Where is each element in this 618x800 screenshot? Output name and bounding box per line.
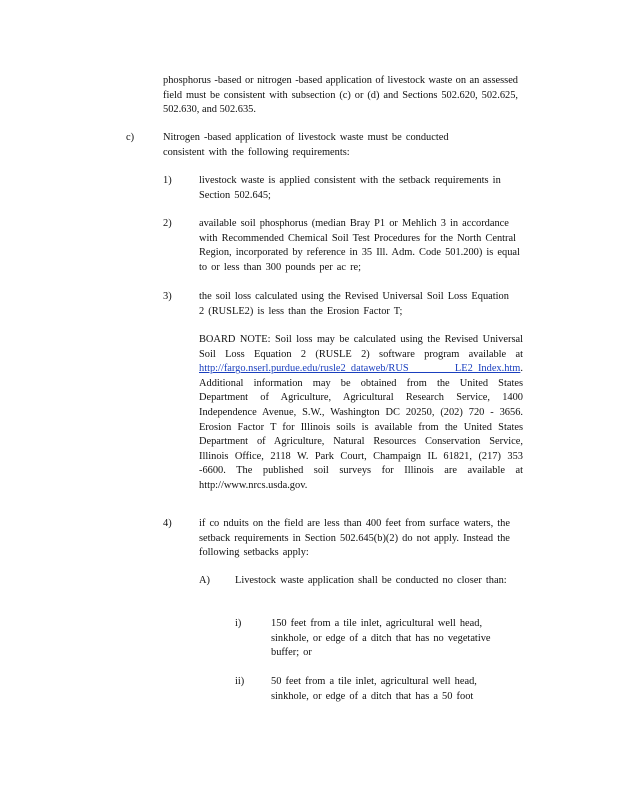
sub-i-label: i): [235, 618, 242, 629]
item-1-label: 1): [163, 175, 172, 186]
item-4-text: if co nduits on the field are less than 400 feet from surface waters, the setback requirements in Section 502.645(b)(2) do not apply. Instead the following setbacks apply:: [199, 518, 510, 559]
board-note: [199, 333, 523, 494]
item-3-label: 3): [163, 291, 172, 302]
section-c-text: Nitrogen -based application of livestock waste must be conducted consistent with the following requirements:: [163, 132, 449, 158]
item-4-label: 4): [163, 518, 172, 529]
board-note-text-after: . Additional information may be obtained from the United States Department of Agriculture, Agricultural Research Service, 1400 Independence Avenue, S.W., Washington DC 20250, (202) 720 - 3656. Erosion Factor T for Illinois soils is available from the United States Department of Agriculture, Natural Resources Conservation Service, Illinois Office, 2118 W. Park Court, Champaign IL 61821, (217) 353 -6600. The published soil surveys for Illinois are available at http://www.nrcs.usda.gov.: [199, 363, 523, 491]
intro-paragraph: phosphorus -based or nitrogen -based application of livestock waste on an assessed field must be consistent with subsection (c) or (d) and Sections 502.620, 502.625, 502.630, and 502.635.: [163, 75, 518, 116]
sub-a-label: A): [199, 575, 210, 586]
rusle2-link[interactable]: http://fargo.nserl.purdue.edu/rusle2_dataweb/RUS LE2_Index.htm: [199, 363, 521, 375]
item-2-label: 2): [163, 218, 172, 229]
sub-ii-label: ii): [235, 676, 245, 687]
board-note-text-before: BOARD NOTE: Soil loss may be calculated using the Revised Universal Soil Loss Equation 2 (RUSLE 2) software program available at: [199, 334, 523, 360]
sub-ii-text: 50 feet from a tile inlet, agricultural well head, sinkhole, or edge of a ditch that has a 50 foot: [271, 676, 477, 702]
item-3-text: the soil loss calculated using the Revised Universal Soil Loss Equation 2 (RUSLE2) is less than the Erosion Factor T;: [199, 291, 509, 317]
item-1-text: livestock waste is applied consistent with the setback requirements in Section 502.645;: [199, 175, 501, 201]
item-2-text: available soil phosphorus (median Bray P1 or Mehlich 3 in accordance with Recommended Chemical Soil Test Procedures for the North Central Region, incorporated by reference in 35 Ill. Adm. Code 501.200) is equal to or less than 300 pounds per ac re;: [199, 218, 520, 273]
sub-i-text: 150 feet from a tile inlet, agricultural well head, sinkhole, or edge of a ditch that has no vegetative buffer; or: [271, 618, 491, 659]
section-c-label: c): [126, 132, 135, 143]
sub-a-text: Livestock waste application shall be conducted no closer than:: [235, 575, 507, 586]
